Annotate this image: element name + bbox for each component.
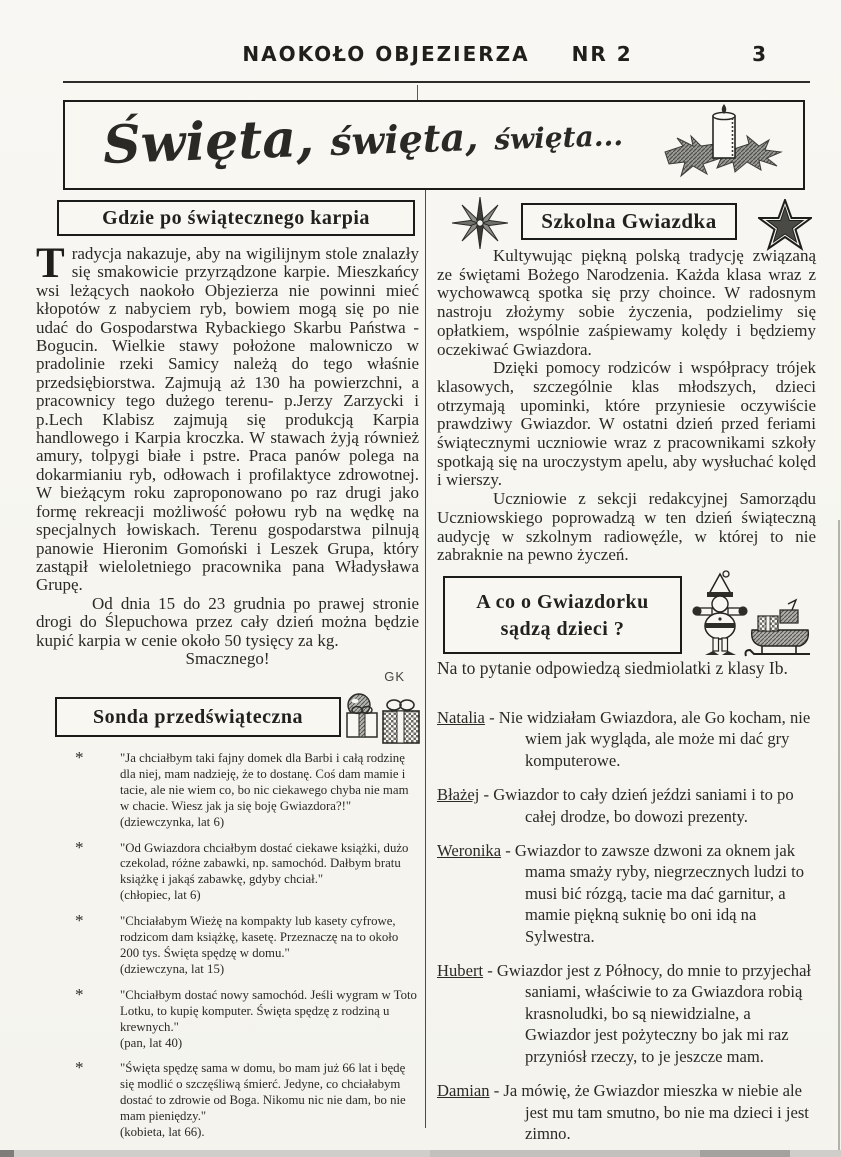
- article1-paragraph-2: Od dnia 15 do 23 grudnia po prawej stronie drogi do Ślepuchowa przez cały dzień można będzie kupić karpia w cenie około 50 tysięcy za kg.: [36, 593, 419, 650]
- asterisk-bullet: *: [75, 748, 84, 767]
- quote-text: "Od Gwiazdora chciałbym dostać ciekawe książki, dużo czekolad, różne zabawki, np. samochód. Dałbym bratu książkę i jakąś zabawkę, gdyby chciał.": [120, 840, 409, 887]
- child-name: Błażej: [437, 785, 480, 805]
- quote-body: [120, 988, 420, 1052]
- gift-boxes-icon: [341, 685, 425, 751]
- asterisk-bullet: *: [75, 837, 84, 857]
- kids-title-box: [443, 576, 682, 654]
- answer-item: [437, 707, 817, 771]
- asterisk-bullet: *: [75, 1058, 84, 1078]
- asterisk-bullet: *: [75, 911, 84, 931]
- quote-text: "Ja chciałbym taki fajny domek dla Barbi i całą rodzinę dla niej, mam nadzieję, że to dostanę. Coś dam mamie i tacie, ale nie wiem co, bo nic ciekawego chyba nie mam w chacie. Wiesz jak ja się boję Gwiazdora?!": [120, 751, 409, 813]
- answer-item: [437, 960, 817, 1067]
- answer-item: [437, 784, 817, 827]
- quote-body: [120, 914, 420, 978]
- survey-list: [58, 748, 420, 1151]
- quote-author: (chłopiec, lat 6): [120, 888, 201, 903]
- survey-item: [58, 748, 420, 831]
- answer-item: [437, 1080, 817, 1144]
- santa-sleigh-icon: [692, 570, 814, 666]
- drop-cap: T: [36, 240, 65, 287]
- quote-author: (pan, lat 40): [120, 1035, 183, 1050]
- article2-title: Szkolna Gwiazdka: [541, 209, 717, 233]
- quote-body: [120, 1061, 420, 1141]
- banner-box: [63, 100, 805, 190]
- answer-text: - Gwiazdor to cały dzień jeździ saniami i to po całej drodze, bo dowozi prezenty.: [483, 785, 794, 826]
- banner-word-2: święta,: [329, 113, 479, 165]
- page-header: [65, 42, 810, 68]
- answer-item: [437, 840, 817, 947]
- article1-text: radycja nakazuje, aby na wigilijnym stole znalazły się smakowicie przyrządzone karpie. Mieszkańcy wsi leżących naokoło Objezierza nie powinni mieć kłopotów z nabyciem ryb, bowiem mogą się po nie udać do Gospodarstwa Rybackiego Skarbu Państwa - Bogucin. Wielkie stawy położone malowniczo w pradolinie rzeki Samicy należą do tego właśnie przedsiębiorstwa. Zajmują aż 130 ha powierzchni, a pracownicy tego dużego terenu- p.Jerzy Zarzycki i p.Lech Klabisz zajmują się produkcją Karpia handlowego i Karpia kroczka. W stawach żyją również amury, tolpygi białe i pstre. Praca panów polega na dokarmianiu ryb, odłowach i profilaktyce zdrowotnej. W bieżącym roku zaproponowano po raz drugi jako formę rekreacji możliwość połowu ryb na wędkę na specjalnych łowiskach. Terenu gospodarstwa pilnują panowie Hieronim Gomoński i Leszek Grupa, który zastąpił wieloletniego pracownika pana Władysława Grupę.: [36, 244, 419, 595]
- header-center: [65, 42, 810, 66]
- child-name: Natalia: [437, 708, 485, 727]
- kids-intro: Na to pytanie odpowiedzą siedmiolatki z klasy Ib.: [437, 658, 788, 678]
- article1-body: [36, 240, 419, 687]
- scan-bottom-artifact: [0, 1150, 841, 1157]
- article2-paragraph-3: Uczniowie z sekcji redakcyjnej Samorządu Uczniowskiego poprowadzą w ten dzień świąteczną audycję w szkolnym radiowęźle, w której to nie zabraknie na pewno życzeń.: [437, 489, 816, 565]
- column-tick: [417, 85, 418, 100]
- sparkle-star-icon: [452, 197, 508, 249]
- article1-title: Gdzie po świątecznego karpia: [102, 207, 370, 229]
- article2-body: [437, 247, 816, 565]
- asterisk-bullet: *: [75, 984, 84, 1004]
- article1-closing: Smacznego!: [185, 648, 270, 668]
- quote-text: "Chciałabym Wieżę na kompakty lub kasety cyfrowe, rodzicom dam książkę, kasetę. Przeznaczę na to około 200 tys. Święta spędzę w domu.": [120, 914, 399, 960]
- kids-title-line2: sądzą dzieci ?: [500, 617, 625, 640]
- answer-text: - Nie widziałam Gwiazdora, ale Go kocham, nie wiem jak wygląda, ale może mi dać gry komputerowe.: [489, 708, 811, 770]
- article1-paragraph-1: [36, 240, 419, 595]
- quote-body: [120, 841, 420, 905]
- article2-title-box: [521, 203, 737, 240]
- quote-author: (dziewczynka, lat 6): [120, 814, 225, 829]
- quote-body: [120, 751, 420, 831]
- kids-title-line1: A co o Gwiazdorku: [476, 590, 649, 613]
- banner-script-text: [102, 97, 624, 176]
- child-name: Weronika: [437, 841, 502, 861]
- survey-title: Sonda przedświąteczna: [93, 706, 303, 728]
- child-name: Damian: [437, 1081, 490, 1101]
- survey-item: [58, 911, 420, 978]
- column-divider: [425, 190, 426, 1128]
- survey-item: [58, 984, 420, 1052]
- banner-word-3: święta...: [493, 118, 624, 157]
- scan-edge-artifact: [838, 520, 840, 1150]
- quote-text: "Chciałbym dostać nowy samochód. Jeśli wygram w Toto Lotku, to kupię komputer. Święta spędzę z rodziną u krewnych.": [120, 987, 417, 1034]
- candle-holly-icon: [657, 104, 789, 186]
- answer-text: - Gwiazdor to zawsze dzwoni za oknem jak mama smaży ryby, niegrzecznych ludzi to musi bić rózgą, tacie ma dać garnitur, a mamie piękną suknię bo oni idą na Sylwestra.: [505, 841, 805, 946]
- five-point-star-icon: [758, 199, 812, 253]
- article2-paragraph-1: Kultywując piękną polską tradycję związaną ze świętami Bożego Narodzenia. Każda klasa wraz z wychowawcą spotka się przy choince. W radosnym nastroju złożymy sobie życzenia, podzielimy się opłatkiem, wspólnie zaśpiewamy kolędy i będziemy oczekiwać Gwiazdora.: [437, 246, 816, 359]
- article1-title-box: [57, 200, 415, 236]
- article1-signature: GK: [384, 669, 405, 685]
- banner-word-1: Święta,: [102, 107, 316, 177]
- newsletter-title: NAOKOŁO OBJEZIERZA: [242, 42, 530, 66]
- answer-text: - Gwiazdor jest z Północy, do mnie to przyjechał saniami, właściwie to za Gwiazdora robią krasnoludki, bo są niewidzialne, a Gwiazdor jest pożyteczny bo jak mi raz przyniósł rzeczy, to je jeszcze mam.: [487, 961, 812, 1066]
- quote-author: (dziewczyna, lat 15): [120, 961, 225, 976]
- kids-answers: [437, 707, 817, 1157]
- survey-title-box: [55, 697, 341, 737]
- article2-paragraph-2: Dzięki pomocy rodziców i współpracy trójek klasowych, szczególnie klas młodszych, dzieci otrzymają upominki, które przyniesie oczywiście prawdziwy Gwiazdor. W ostatni dzień przed feriami świątecznymi uczniowie wraz z pracownikami szkoły spotkają się na uroczystym apelu, aby wysłuchać kolęd i wierszy.: [437, 358, 816, 490]
- survey-item: [58, 1058, 420, 1141]
- quote-author: (kobieta, lat 66).: [120, 1125, 205, 1140]
- issue-number: NR 2: [571, 42, 633, 66]
- page-number: 3: [752, 42, 768, 66]
- quote-text: "Święta spędzę sama w domu, bo mam już 66 lat i będę się modlić o szczęśliwą śmierć. Jedyne, co chciałabym dostać to zdrowie od Boga. Nikomu nic nie dam, bo nie mam pieniędzy.": [120, 1061, 406, 1124]
- child-name: Hubert: [437, 961, 484, 981]
- answer-text: - Ja mówię, że Gwiazdor mieszka w niebie ale jest mu tam smutno, bo nie ma dzieci i jest zimno.: [493, 1081, 809, 1143]
- survey-item: [58, 837, 420, 905]
- header-rule: [63, 81, 810, 83]
